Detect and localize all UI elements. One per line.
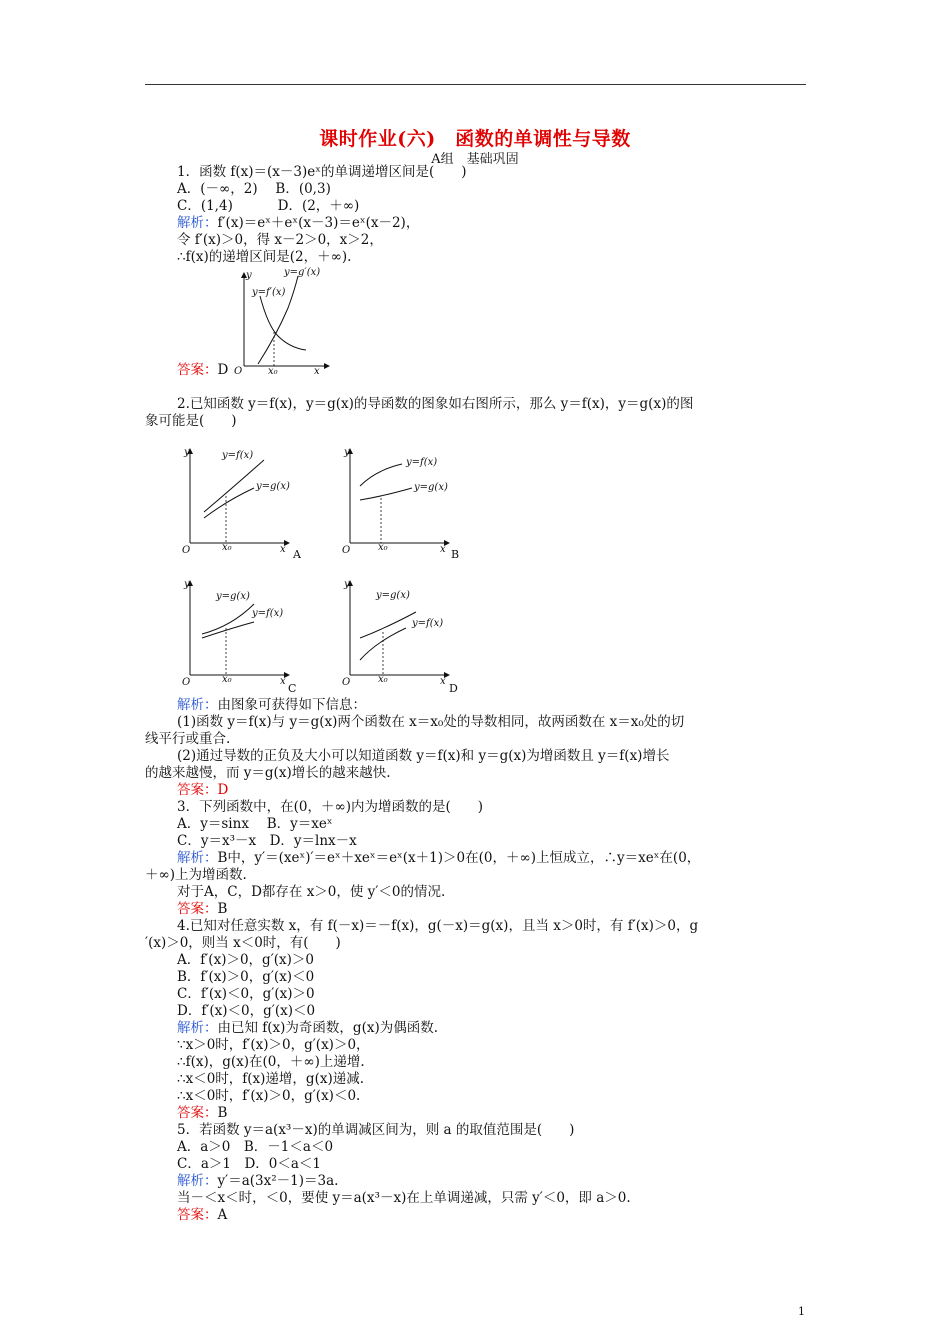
x-axis-arrow [324,363,330,369]
graph-d [336,572,471,694]
x-label: x [440,544,446,555]
origin-label: O [234,366,243,376]
label-d: D [449,682,458,694]
q3-analysis-2: ＋∞)上为增函数. [145,867,247,883]
q2-analysis-4: 的越来越慢，而 y＝g(x)增长的越来越快. [145,765,391,781]
g-prime-label: y=g′(x) [284,267,321,278]
origin-label: O [182,677,191,688]
q4-option-d: D．f′(x)＜0，g′(x)＜0 [177,1003,316,1019]
q4-stem-2: ′(x)＞0，则当 x＜0时，有( ) [145,935,341,951]
q1-answer-line [177,362,228,379]
q4-option-c: C．f′(x)＜0，g′(x)＞0 [177,986,315,1002]
q3-analysis-3: 对于A，C，D都存在 x＞0，使 y′＜0的情况. [177,884,446,900]
q4-answer: B [217,1105,228,1121]
page-title: 课时作业(六) 函数的单调性与导数 [319,128,631,150]
section-subtitle: A组 基础巩固 [431,152,519,167]
x-label: x [314,366,320,376]
q5-analysis-line [177,1173,338,1190]
origin-label: O [342,677,351,688]
q4-option-b: B．f′(x)＞0，g′(x)＜0 [177,969,315,985]
graph-a [176,440,311,562]
q4-stem-1: 4.已知对任意实数 x，有 f(－x)＝－f(x)，g(－x)＝g(x)，且当 x＞0时，有 f′(x)＞0，g [177,918,699,934]
x0-label: x₀ [222,542,232,553]
label-b: B [451,548,460,561]
g-label: y=g(x) [216,591,250,602]
f-label: y=f(x) [222,450,254,461]
y-label: y [184,447,190,458]
q2-stem-2: 象可能是( ) [145,413,237,429]
q1-analysis-text: f′(x)＝eˣ＋eˣ(x－3)＝eˣ(x－2)， [217,215,420,231]
g-label: y=g(x) [376,590,410,601]
q2-analysis-1: (1)函数 y＝f(x)与 y＝g(x)两个函数在 x＝x₀处的导数相同，故两函数在 x＝x₀处的切 [177,714,685,730]
y-label: y [344,447,350,458]
x0-label: x₀ [222,674,232,685]
x-label: x [440,676,446,687]
q5-analysis-1: y′＝a(3x²－1)＝3a. [217,1173,339,1189]
q4-analysis-5: ∴x＜0时，f′(x)＞0，g′(x)＜0. [177,1088,361,1104]
g-label: y=g(x) [256,481,290,492]
curve-g [360,612,416,638]
y-label: y [184,579,190,590]
q4-analysis-3: ∴f(x)，g(x)在(0，＋∞)上递增. [177,1054,365,1070]
q1-analysis-2: 令 f′(x)＞0，得 x－2＞0，x＞2， [177,232,383,248]
q1-analysis-label: 解析： [177,215,218,231]
q2-analysis-3: (2)通过导数的正负及大小可以知道函数 y＝f(x)和 y＝g(x)为增函数且 y＝f(x)增长 [177,748,670,764]
f-label: y=f(x) [252,608,284,619]
page-number: 1 [798,1305,805,1318]
q3-answer-label: 答案： [177,901,218,917]
q1-options-ab: A．(－∞，2) B．(0,3) [177,181,331,197]
curve-g [204,488,254,518]
q4-analysis-line [177,1020,438,1037]
q4-analysis-1: 由已知 f(x)为奇函数，g(x)为偶函数. [217,1020,439,1036]
q4-analysis-label: 解析： [177,1020,218,1036]
q2-stem-1: 2.已知函数 y＝f(x)，y＝g(x)的导函数的图象如右图所示，那么 y＝f(x)，y＝g(x)的图 [177,396,694,412]
q5-analysis-label: 解析： [177,1173,218,1189]
y-label: y [344,579,350,590]
q5-options-cd: C．a＞1 D．0＜a＜1 [177,1156,322,1172]
q4-analysis-4: ∴x＜0时，f(x)递增，g(x)递减. [177,1071,365,1087]
q3-options-ab: A．y＝sinx B．y＝xeˣ [177,816,333,832]
q2-analysis-0: 由图象可获得如下信息： [217,697,366,713]
origin-label: O [342,545,351,556]
q3-analysis-line [177,850,700,867]
graph-b [336,440,471,562]
f-label: y=f(x) [412,618,444,629]
q5-options-ab: A．a＞0 B．－1＜a＜0 [177,1139,334,1155]
q5-answer: A [217,1207,228,1223]
graph-c [176,572,311,694]
curve-f [202,622,254,638]
q1-analysis-line [177,215,419,232]
q5-answer-line [177,1207,227,1224]
q2-answer-line [177,782,228,799]
q4-option-a: A．f′(x)＞0，g′(x)＞0 [177,952,314,968]
q1-derivative-figure [232,264,332,376]
q3-analysis-label: 解析： [177,850,218,866]
q1-answer-label: 答案： [177,362,218,378]
curve-f-prime [260,296,306,350]
q1-answer: D [217,362,229,378]
f-label: y=f(x) [406,457,438,468]
q2-analysis-label: 解析： [177,697,218,713]
x-label: x [280,676,286,687]
q1-stem: 1．函数 f(x)＝(x－3)eˣ的单调递增区间是( ) [177,164,467,180]
f-prime-label: y=f′(x) [252,287,286,298]
label-c: C [288,682,297,694]
q3-options-cd: C．y＝x³－x D．y＝lnx－x [177,833,357,849]
q5-stem: 5．若函数 y＝a(x³－x)的单调减区间为，则 a 的取值范围是( ) [177,1122,575,1138]
curve-f [360,464,402,486]
header-rule [145,84,806,85]
q1-options-cd: C．(1,4) D．(2，＋∞) [177,198,360,214]
x0-label: x₀ [378,542,388,553]
q2-analysis-line [177,697,366,714]
label-a: A [293,548,301,561]
q4-answer-line [177,1105,227,1122]
origin-label: O [182,545,191,556]
x-label: x [280,544,286,555]
curve-f [204,460,264,512]
q3-answer-line [177,901,227,918]
q5-answer-label: 答案： [177,1207,218,1223]
curve-g [360,488,412,500]
g-label: y=g(x) [414,482,448,493]
q4-analysis-2: ∵x＞0时，f′(x)＞0，g′(x)＞0， [177,1037,370,1053]
q1-analysis-3: ∴f(x)的递增区间是(2，＋∞). [177,249,352,265]
q4-answer-label: 答案： [177,1105,218,1121]
x0-label: x₀ [268,366,278,376]
q2-answer: D [217,782,229,798]
q2-analysis-2: 线平行或重合. [145,731,231,747]
x0-label: x₀ [378,674,388,685]
q5-analysis-2: 当－＜x＜时，＜0，要使 y＝a(x³－x)在上单调递减，只需 y′＜0，即 a＞0. [177,1190,631,1206]
q3-stem: 3．下列函数中，在(0，＋∞)内为增函数的是( ) [177,799,483,815]
q3-analysis-1: B中，y′＝(xeˣ)′＝eˣ＋xeˣ＝eˣ(x＋1)＞0在(0，＋∞)上恒成立，∴y＝xeˣ在(0， [217,850,701,866]
y-label: y [246,270,252,281]
q3-answer: B [217,901,228,917]
q2-answer-label: 答案： [177,782,218,798]
